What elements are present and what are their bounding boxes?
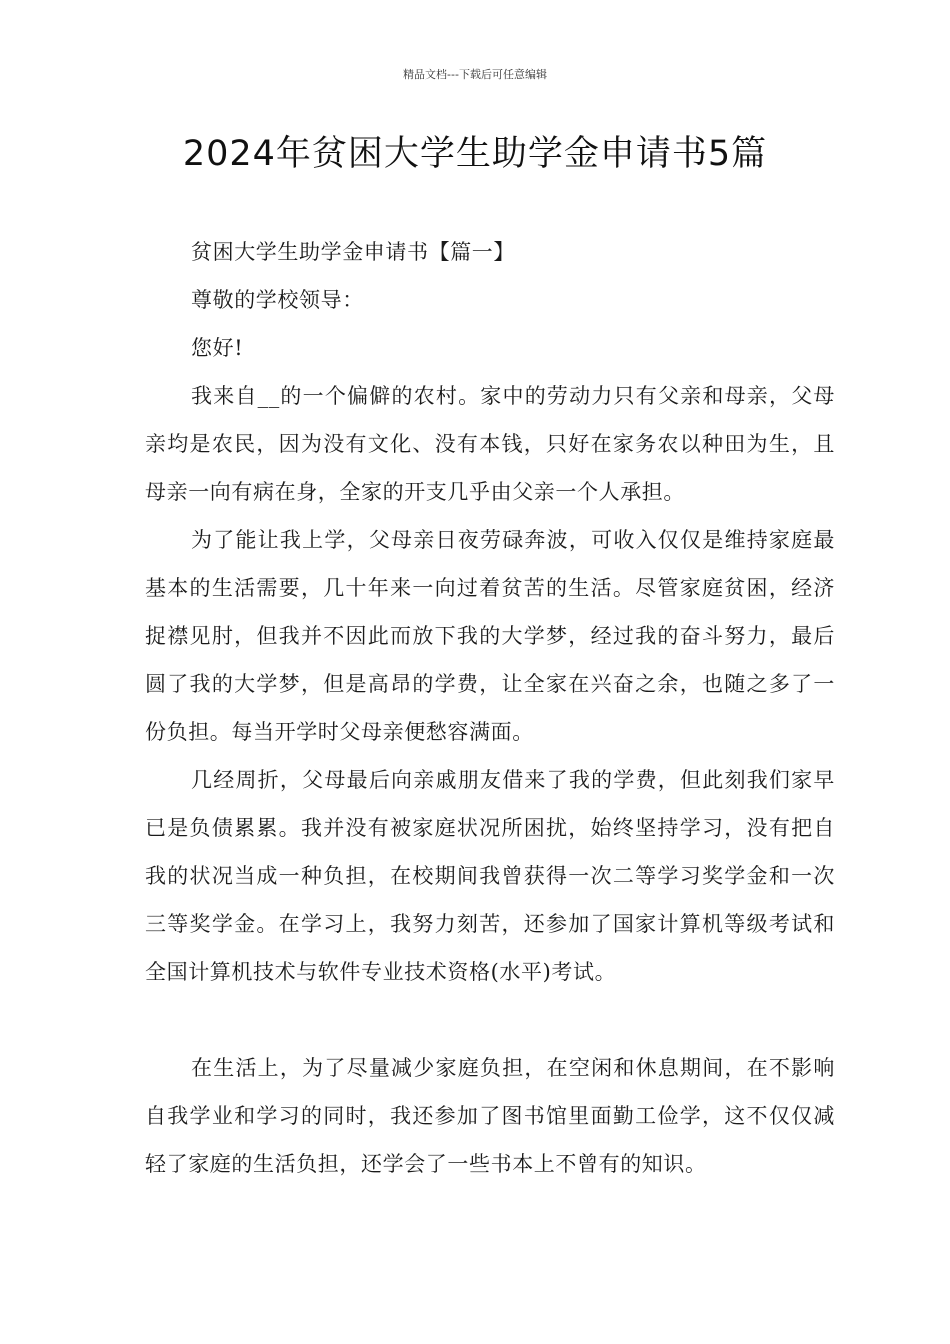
salutation: 尊敬的学校领导： <box>191 288 364 312</box>
paragraph-gap <box>145 996 835 1044</box>
header-note: 精品文档---下载后可任意编辑 <box>403 68 547 81</box>
document-title: 2024年贫困大学生助学金申请书5篇 <box>182 134 768 174</box>
greeting: 您好! <box>191 336 244 360</box>
body-paragraph: 几经周折，父母最后向亲戚朋友借来了我的学费，但此刻我们家早已是负债累累。我并没有被家庭状况所困扰，始终坚持学习，没有把自我的状况当成一种负担，在校期间我曾获得一次二等学习奖学金和一次三等奖学金。在学习上，我努力刻苦，还参加了国家计算机等级考试和全国计算机技术与软件专业技术资格(水平)考试。 <box>145 768 835 984</box>
body-paragraph: 我来自__的一个偏僻的农村。家中的劳动力只有父亲和母亲，父母亲均是农民，因为没有文化、没有本钱，只好在家务农以种田为生，且母亲一向有病在身，全家的开支几乎由父亲一个人承担。 <box>145 384 835 504</box>
body-paragraph: 为了能让我上学，父母亲日夜劳碌奔波，可收入仅仅是维持家庭最基本的生活需要，几十年来一向过着贫苦的生活。尽管家庭贫困，经济捉襟见肘，但我并不因此而放下我的大学梦，经过我的奋斗努力，最后圆了我的大学梦，但是高昂的学费，让全家在兴奋之余，也随之多了一份负担。每当开学时父母亲便愁容满面。 <box>145 528 835 744</box>
document-body <box>145 228 835 1188</box>
section-heading: 贫困大学生助学金申请书【篇一】 <box>191 240 515 264</box>
body-paragraph: 在生活上，为了尽量减少家庭负担，在空闲和休息期间，在不影响自我学业和学习的同时，我还参加了图书馆里面勤工俭学，这不仅仅减轻了家庭的生活负担，还学会了一些书本上不曾有的知识。 <box>145 1056 835 1176</box>
